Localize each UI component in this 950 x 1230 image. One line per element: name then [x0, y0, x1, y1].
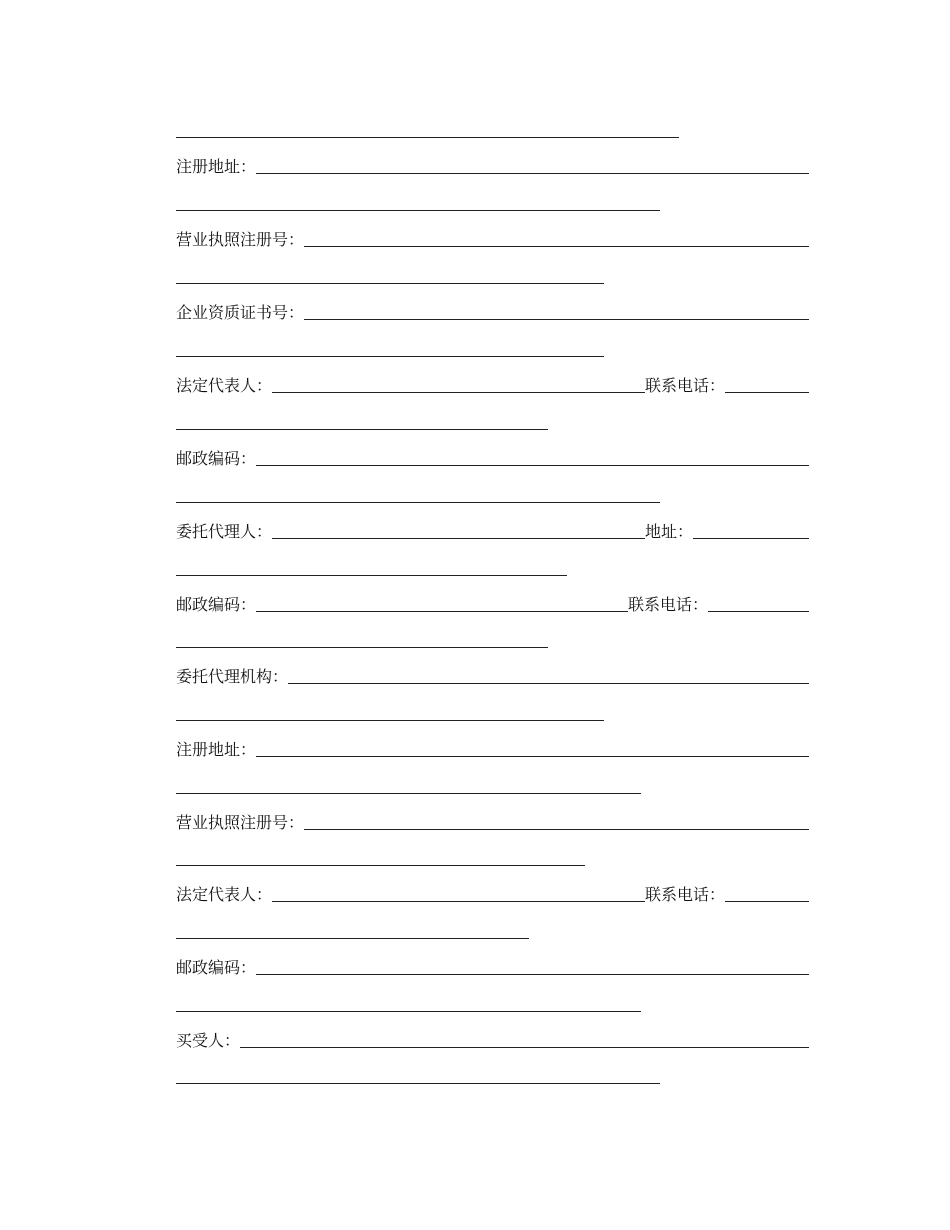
field-business-license-2 [176, 809, 809, 833]
blank-line[interactable] [725, 901, 809, 902]
blank-line[interactable] [256, 173, 809, 174]
blank-line[interactable] [176, 938, 529, 939]
field-label: 企业资质证书号： [176, 303, 305, 322]
blank-line[interactable] [176, 210, 660, 211]
field-label: 买受人： [176, 1031, 241, 1050]
field-registered-address-1 [176, 153, 809, 177]
blank-line[interactable] [693, 538, 809, 539]
blank-line[interactable] [304, 319, 809, 320]
field-label: 委托代理机构： [176, 667, 289, 686]
blank-line[interactable] [176, 137, 679, 138]
field-qualification-cert [176, 299, 809, 323]
blank-line[interactable] [176, 356, 604, 357]
field-label: 邮政编码： [176, 958, 257, 977]
blank-line[interactable] [176, 793, 641, 794]
blank-line[interactable] [176, 865, 585, 866]
blank-line[interactable] [176, 283, 604, 284]
blank-line[interactable] [176, 720, 604, 721]
field-registered-address-2 [176, 736, 809, 760]
field-postal-code-1 [176, 445, 809, 469]
blank-line[interactable] [240, 1047, 809, 1048]
blank-line[interactable] [272, 538, 645, 539]
blank-line[interactable] [256, 611, 628, 612]
field-label: 邮政编码： [176, 595, 257, 614]
blank-line[interactable] [304, 246, 809, 247]
field-postal-code-3 [176, 954, 809, 978]
field-entrusted-agency [176, 663, 809, 687]
blank-line[interactable] [725, 392, 809, 393]
field-entrusted-agent [176, 518, 809, 542]
field-buyer [176, 1027, 809, 1051]
blank-line[interactable] [176, 1083, 660, 1084]
field-label: 邮政编码： [176, 449, 257, 468]
field-business-license-1 [176, 226, 809, 250]
blank-line[interactable] [256, 974, 809, 975]
field-legal-rep-1 [176, 372, 809, 396]
field-label: 联系电话： [645, 885, 726, 904]
field-label: 地址： [645, 522, 694, 541]
blank-line[interactable] [288, 683, 809, 684]
blank-line[interactable] [256, 756, 809, 757]
blank-line[interactable] [176, 647, 548, 648]
field-label: 联系电话： [628, 595, 709, 614]
blank-line[interactable] [256, 465, 809, 466]
blank-line[interactable] [304, 829, 809, 830]
field-label: 营业执照注册号： [176, 230, 305, 249]
field-label: 联系电话： [645, 376, 726, 395]
field-label: 法定代表人： [176, 376, 273, 395]
blank-line[interactable] [176, 502, 660, 503]
blank-line[interactable] [176, 1011, 641, 1012]
blank-line[interactable] [272, 392, 645, 393]
blank-line[interactable] [272, 901, 645, 902]
blank-line[interactable] [176, 575, 567, 576]
blank-line[interactable] [176, 429, 548, 430]
field-label: 营业执照注册号： [176, 813, 305, 832]
field-label: 注册地址： [176, 740, 257, 759]
blank-line[interactable] [708, 611, 809, 612]
field-legal-rep-2 [176, 881, 809, 905]
field-label: 注册地址： [176, 157, 257, 176]
field-postal-code-2 [176, 591, 809, 615]
field-label: 法定代表人： [176, 885, 273, 904]
field-label: 委托代理人： [176, 522, 273, 541]
